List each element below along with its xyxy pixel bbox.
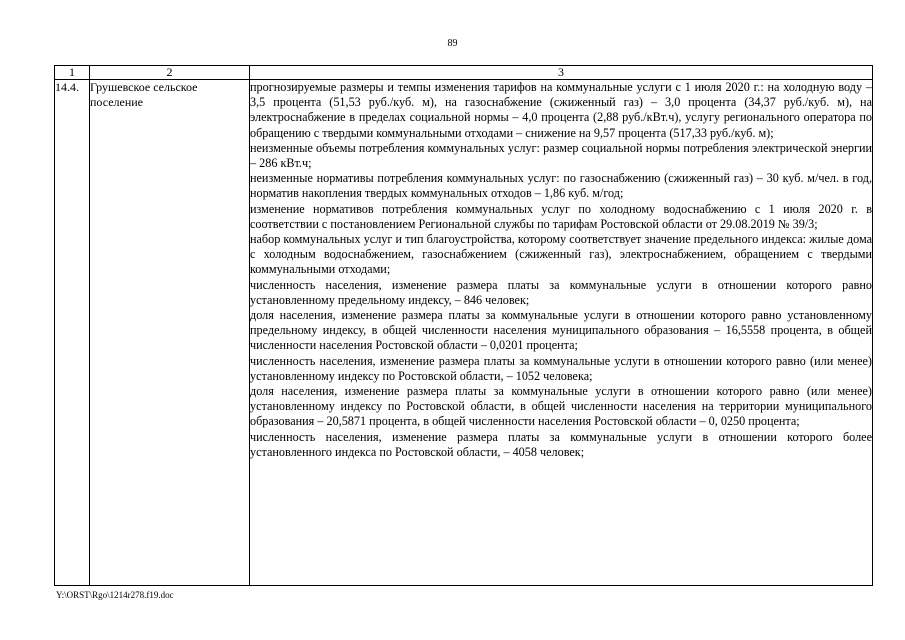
paragraph: доля населения, изменение размера платы за коммунальные услуги в отношении которого равно (или менее) установленному индексу по Ростовской области, в общей численности населения на территории муниципального образования – 20,5871 процента, в общей численности населения Ростовской области – 0, 0250 процента; — [250, 384, 872, 429]
footer-file-path: Y:\ORST\Rgo\1214r278.f19.doc — [56, 590, 174, 600]
table-header-row — [55, 66, 873, 80]
row-number-cell: 14.4. — [55, 80, 90, 586]
paragraph: неизменные нормативы потребления коммунальных услуг: по газоснабжению (сжиженный газ) – 30 куб. м/чел. в год, норматив накопления твердых коммунальных отходов – 1,86 куб. м/год; — [250, 171, 872, 201]
column-header-3: 3 — [250, 66, 873, 80]
column-header-1: 1 — [55, 66, 90, 80]
paragraph: изменение нормативов потребления коммунальных услуг по холодному водоснабжению с 1 июля 2020 г. в соответствии с постановлением Региональной службы по тарифам Ростовской области от 29.08.2019 № 39/3; — [250, 201, 872, 231]
paragraph: прогнозируемые размеры и темпы изменения тарифов на коммунальные услуги с 1 июля 2020 г.: на холодную воду – 3,5 процента (51,53 руб./куб. м), на газоснабжение (сжиженный газ) – 3,0 процента (34,37 руб./куб. м), на электроснабжение в пределах социальной нормы – 4,0 процента (2,88 руб./кВт.ч), услугу регионального оператора по обращению с твердыми коммунальными отходами – снижение на 9,57 процента (517,33 руб./куб. м); — [250, 80, 872, 140]
paragraph: неизменные объемы потребления коммунальных услуг: размер социальной нормы потребления электрической энергии – 286 кВт.ч; — [250, 140, 872, 171]
paragraph: численность населения, изменение размера платы за коммунальные услуги в отношении которого равно (или менее) установленному индексу по Ростовской области, – 1052 человека; — [250, 353, 872, 383]
paragraph: численность населения, изменение размера платы за коммунальные услуги в отношении которого более установленного индекса по Ростовской области, – 4058 человек; — [250, 429, 872, 459]
column-header-2: 2 — [90, 66, 250, 80]
table-row — [55, 80, 873, 586]
paragraph: численность населения, изменение размера платы за коммунальные услуги в отношении которого равно установленному предельному индексу, – 846 человек; — [250, 277, 872, 307]
page-number: 89 — [447, 38, 458, 49]
paragraph: доля населения, изменение размера платы за коммунальные услуги в отношении которого равно установленному предельному индексу, в общей численности населения муниципального образования – 16,5558 процента, в общей численности населения Ростовской области – 0,0201 процента; — [250, 308, 872, 353]
paragraph: набор коммунальных услуг и тип благоустройства, которому соответствует значение предельного индекса: жилые дома с холодным водоснабжением, газоснабжением (сжиженный газ), электроснабжением, обращением с твердыми коммунальными отходами; — [250, 232, 872, 277]
document-table — [54, 65, 873, 586]
municipality-name-cell: Грушевское сельское поселение — [90, 80, 250, 586]
description-paragraphs — [250, 80, 872, 460]
description-cell — [250, 80, 873, 586]
